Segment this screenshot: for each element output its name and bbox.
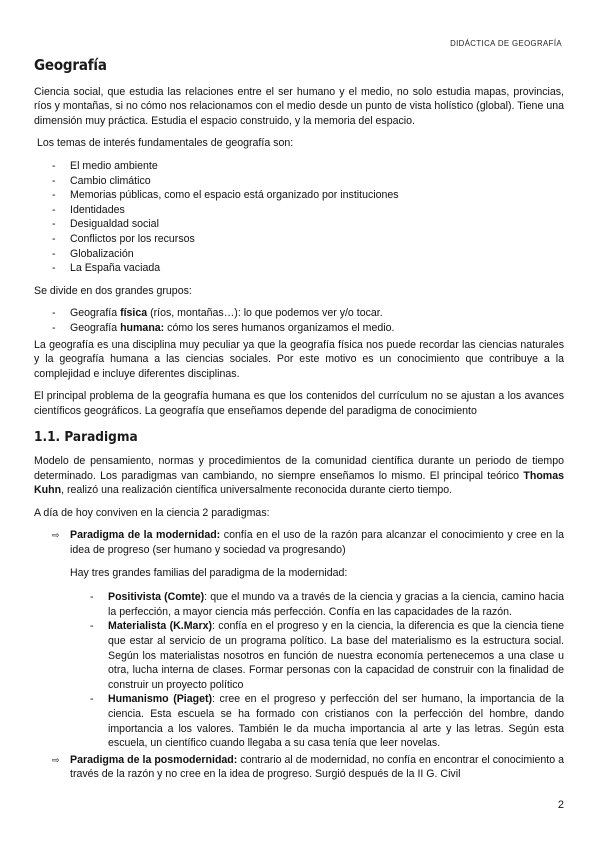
list-item [34, 619, 564, 692]
list-item [34, 306, 564, 321]
paradigm-name: Paradigma de la posmodernidad: [70, 753, 238, 766]
problem-paragraph: El principal problema de la geografía humana es que los contenidos del currículum no se ajustan a los avances científicos geográficos. La geografía que enseñamos depende del paradigma de conocimiento [34, 390, 564, 417]
list-item: - Desigualdad social [34, 217, 564, 232]
list-item [34, 590, 564, 619]
theorist-name: Thomas Kuhn [34, 469, 564, 497]
list-item: - El medio ambiente [34, 159, 564, 174]
family-description: : confía en el progreso y en la ciencia, la diferencia es que la ciencia tiene que estar al servicio de un programa político. La base del materialismo es la estructura social. Según los materialistas nosotros en función de nuestra economía pertenecemos a una clase u otra, lucha interna de clases. Formar personas con la capacidad de construir con la finalidad de construir un proyecto político [108, 620, 564, 691]
group-description: cómo los seres humanos organizamos el medio. [164, 321, 395, 334]
family-name: Positivista (Comte) [108, 591, 205, 604]
paradigms-list-continued [34, 753, 564, 782]
paradigm-name: Paradigma de la modernidad: [70, 529, 221, 542]
arrow-bullet-icon: ⇨ [52, 530, 60, 541]
family-description: : que el mundo va a través de la ciencia y gracias a la ciencia, camino hacia la perfección, a mayor ciencia más perfección. Confía en las capacidades de la razón. [108, 591, 564, 618]
group-name: física [120, 307, 148, 320]
family-name: Humanismo (Piaget) [108, 693, 213, 706]
families-intro: Hay tres grandes familias del paradigma de la modernidad: [70, 566, 348, 579]
intro-paragraph: Ciencia social, que estudia las relaciones entre el ser humano y el medio, no solo estudia mapas, provincias, ríos y montañas, si no cómo nos relacionamos con el medio desde un punto de vista holístico (global). Tiene una dimensión muy práctica. Estudia el espacio construido, y la memoria del espacio. [34, 85, 564, 127]
families-list [34, 590, 564, 751]
list-item [34, 692, 564, 750]
definition-text: Modelo de pensamiento, normas y procedimientos de la comunidad científica durante un periodo de tiempo determinado. Los paradigmas van cambiando, no siempre enseñamos lo mismo. El principal teórico [34, 455, 564, 482]
paradigm-definition [34, 454, 564, 498]
running-header: DIDÁCTICA DE GEOGRAFÍA [450, 39, 562, 48]
paradigms-list [34, 528, 564, 557]
page-number: 2 [557, 799, 564, 811]
list-item: - Memorias públicas, como el espacio está organizado por instituciones [34, 188, 564, 203]
paradigm-modernity [34, 528, 564, 557]
paradigm-description: contrario al de modernidad, no confía en encontrar el conocimiento a través de la razón y no cree en la idea de progreso. Surgió después de la II G. Civil [70, 753, 565, 781]
group-name: humana: [120, 321, 165, 334]
group-prefix: Geografía [70, 307, 121, 320]
list-item: - La España vaciada [34, 261, 564, 276]
list-item: - Cambio climático [34, 174, 564, 189]
family-name: Materialista (K.Marx) [108, 620, 212, 633]
group-prefix: Geografía [70, 321, 121, 334]
groups-intro: Se divide en dos grandes grupos: [34, 284, 192, 297]
list-item: - Globalización [34, 247, 564, 262]
list-item: - Identidades [34, 203, 564, 218]
groups-list [34, 306, 564, 335]
page-title: Geografía [34, 56, 107, 74]
list-item [34, 321, 564, 336]
family-description: : cree en el progreso y perfección del ser humano, la importancia de la ciencia. Esta escuela se ha formado con cristianos con la perfección del hombre, dando importancia a los valores. También le da mucha importancia al arte y las letras. Según esta escuela, un científico cuando llegaba a su casa tenía que leer novelas. [108, 693, 564, 750]
paradigm-description: confía en el uso de la razón para alcanzar el conocimiento y cree en la idea de progreso (ser humano y sociedad va progresando) [70, 529, 564, 557]
topics-intro: Los temas de interés fundamentales de geografía son: [37, 137, 294, 150]
definition-text-end: , realizó una realización científica universalmente reconocida durante cierto tiempo. [61, 484, 453, 497]
group-description: (ríos, montañas…): lo que podemos ver y/o tocar. [147, 307, 383, 320]
list-item: - Conflictos por los recursos [34, 232, 564, 247]
today-paragraph: A día de hoy conviven en la ciencia 2 paradigmas: [34, 506, 270, 519]
paradigm-postmodernity [34, 753, 564, 782]
peculiar-paragraph: La geografía es una disciplina muy peculiar ya que la geografía física nos puede recordar las ciencias naturales y la geografía humana a las ciencias sociales. Por este motivo es un conocimiento que contribuye a la complejidad e incluye diferentes disciplinas. [34, 338, 564, 380]
arrow-bullet-icon: ⇨ [52, 754, 60, 765]
topics-list [34, 159, 564, 276]
section-heading: 1.1. Paradigma [34, 429, 138, 446]
page-content [34, 58, 564, 788]
